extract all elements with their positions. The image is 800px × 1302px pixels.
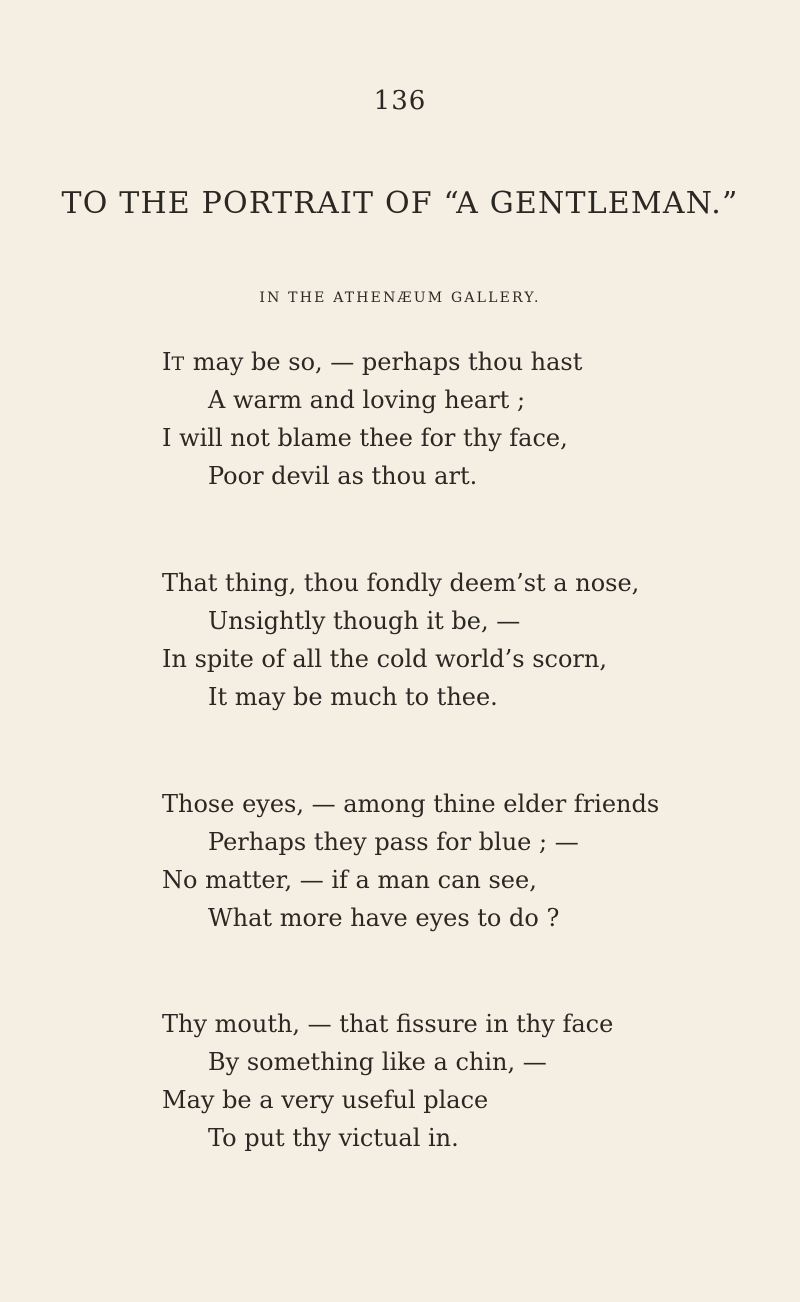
poem-line: May be a very useful place bbox=[162, 1086, 489, 1114]
stanza-2 bbox=[162, 564, 722, 716]
poem-line: Poor devil as thou art. bbox=[208, 462, 478, 490]
stanza-3 bbox=[162, 785, 722, 937]
poem-subtitle: IN THE ATHENÆUM GALLERY. bbox=[259, 290, 541, 306]
poem-line bbox=[162, 343, 722, 381]
poem-line: It may be much to thee. bbox=[208, 683, 498, 711]
stanza-1 bbox=[162, 343, 722, 495]
small-cap-letters: T bbox=[171, 353, 186, 375]
poem-line: By something like a chin, — bbox=[208, 1048, 547, 1076]
line-text: may be so, — perhaps thou hast bbox=[185, 348, 583, 376]
poem-line: To put thy victual in. bbox=[208, 1124, 459, 1152]
poem-title: TO THE PORTRAIT OF “A GENTLEMAN.” bbox=[61, 186, 739, 221]
poem-line: Thy mouth, — that fissure in thy face bbox=[162, 1010, 614, 1038]
poem-line: Those eyes, — among thine elder friends bbox=[162, 790, 660, 818]
drop-letter: I bbox=[162, 348, 172, 376]
poem-line: I will not blame thee for thy face, bbox=[162, 424, 568, 452]
poem-line: Unsightly though it be, — bbox=[208, 607, 521, 635]
poem-line: A warm and loving heart ; bbox=[208, 386, 526, 414]
page-number: 136 bbox=[373, 86, 427, 116]
poem-line: No matter, — if a man can see, bbox=[162, 866, 537, 894]
poem-line: In spite of all the cold world’s scorn, bbox=[162, 645, 607, 673]
poem-line: What more have eyes to do ? bbox=[208, 904, 560, 932]
poem-line: Perhaps they pass for blue ; — bbox=[208, 828, 579, 856]
poem-line: That thing, thou fondly deem’st a nose, bbox=[162, 569, 640, 597]
stanza-4 bbox=[162, 1005, 722, 1157]
